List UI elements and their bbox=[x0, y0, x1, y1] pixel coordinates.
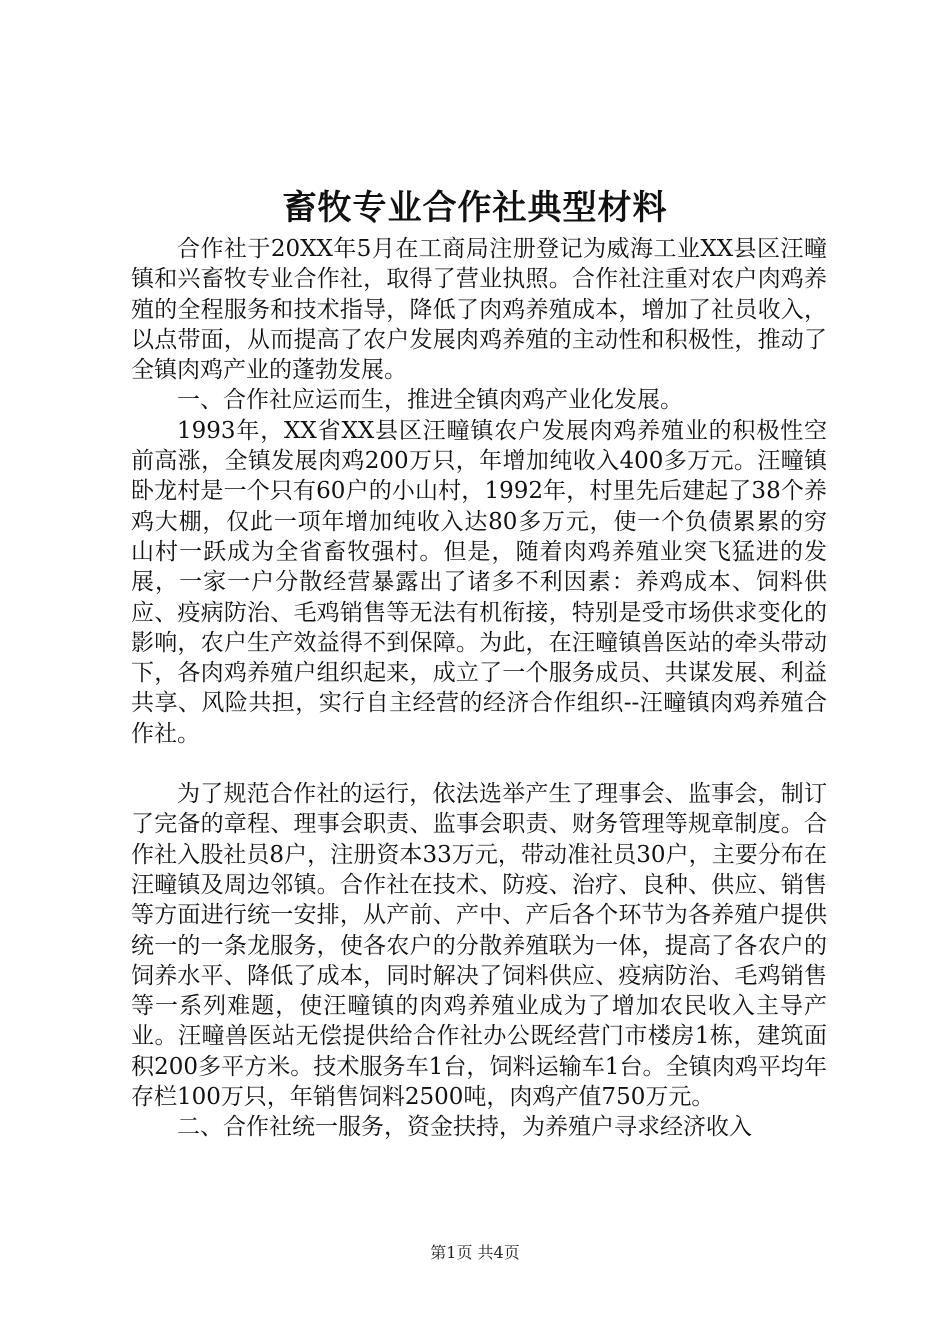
document-body bbox=[131, 234, 827, 1143]
document-title: 畜牧专业合作社典型材料 bbox=[282, 188, 668, 228]
paragraph-intro: 合作社于20XX年5月在工商局注册登记为威海工业XX县区汪疃镇和兴畜牧专业合作社，取得了营业执照。合作社注重对农户肉鸡养殖的全程服务和技术指导，降低了肉鸡养殖成本，增加了社员收入，以点带面，从而提高了农户发展肉鸡养殖的主动性和积极性，推动了全镇肉鸡产业的蓬勃发展。 bbox=[131, 236, 827, 384]
section-heading-2: 二、合作社统一服务，资金扶持，为养殖户寻求经济收入 bbox=[177, 1114, 752, 1141]
section-heading-1: 一、合作社应运而生，推进全镇肉鸡产业化发展。 bbox=[177, 387, 683, 414]
paragraph-organization: 为了规范合作社的运行，依法选举产生了理事会、监事会，制订了完备的章程、理事会职责、监事会职责、财务管理等规章制度。合作社入股社员8户，注册资本33万元，带动准社员30户，主要分布在汪疃镇及周边邻镇。合作社在技术、防疫、治疗、良种、供应、销售等方面进行统一安排，从产前、产中、产后各个环节为各养殖户提供统一的一条龙服务，使各农户的分散养殖联为一体，提高了各农户的饲养水平、降低了成本，同时解决了饲料供应、疫病防治、毛鸡销售等一系列难题，使汪疃镇的肉鸡养殖业成为了增加农民收入主导产业。汪疃兽医站无偿提供给合作社办公既经营门市楼房1栋，建筑面积200多平方米。技术服务车1台，饲料运输车1台。全镇肉鸡平均年存栏100万只，年销售饲料2500吨，肉鸡产值750万元。 bbox=[131, 781, 827, 1111]
paragraph-history: 1993年，XX省XX县区汪疃镇农户发展肉鸡养殖业的积极性空前高涨，全镇发展肉鸡200万只，年增加纯收入400多万元。汪疃镇卧龙村是一个只有60户的小山村，1992年，村里先后建起了38个养鸡大棚，仅此一项年增加纯收入达80多万元，使一个负债累累的穷山村一跃成为全省畜牧强村。但是，随着肉鸡养殖业突飞猛进的发展，一家一户分散经营暴露出了诸多不利因素：养鸡成本、饲料供应、疫病防治、毛鸡销售等无法有机衔接，特别是受市场供求变化的影响，农户生产效益得不到保障。为此，在汪疃镇兽医站的牵头带动下，各肉鸡养殖户组织起来，成立了一个服务成员、共谋发展、利益共享、风险共担，实行自主经营的经济合作组织--汪疃镇肉鸡养殖合作社。 bbox=[131, 417, 827, 747]
page-number-footer: 第1页 共4页 bbox=[430, 1243, 520, 1262]
